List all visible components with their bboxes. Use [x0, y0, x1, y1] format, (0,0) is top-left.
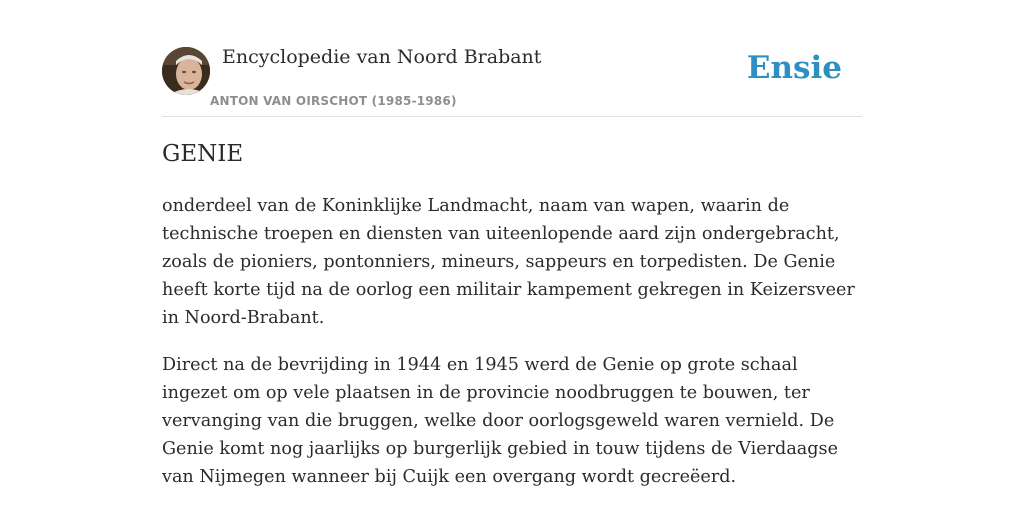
author-avatar[interactable]: [162, 47, 210, 95]
author-name[interactable]: ANTON VAN OIRSCHOT (1985-1986): [210, 94, 457, 108]
page-header: [162, 0, 862, 117]
article-title: GENIE: [162, 141, 244, 167]
ensie-logo-link[interactable]: Ensie: [746, 50, 842, 86]
article-paragraph: Direct na de bevrijding in 1944 en 1945 werd de Genie op grote schaal ingezet om op vele plaatsen in de provincie noodbruggen te bouwen, ter vervanging van die bruggen, welke door oorlogsgeweld waren vernield. De Genie komt nog jaarlijks op burgerlijk gebied in touw tijdens de Vierdaagse van Nijmegen wanneer bij Cuijk een overgang wordt gecreëerd.: [162, 355, 839, 487]
article-paragraph: onderdeel van de Koninklijke Landmacht, naam van wapen, waarin de technische troepen en diensten van uiteenlopende aard zijn ondergebracht, zoals de pioniers, pontonniers, mineurs, sappeurs en torpedisten. De Genie heeft korte tijd na de oorlog een militair kampement gekregen in Keizersveer in Noord-Brabant.: [162, 196, 855, 328]
page-container: [162, 0, 862, 487]
site-title[interactable]: Encyclopedie van Noord Brabant: [222, 46, 542, 68]
avatar-portrait-image: [162, 47, 210, 95]
